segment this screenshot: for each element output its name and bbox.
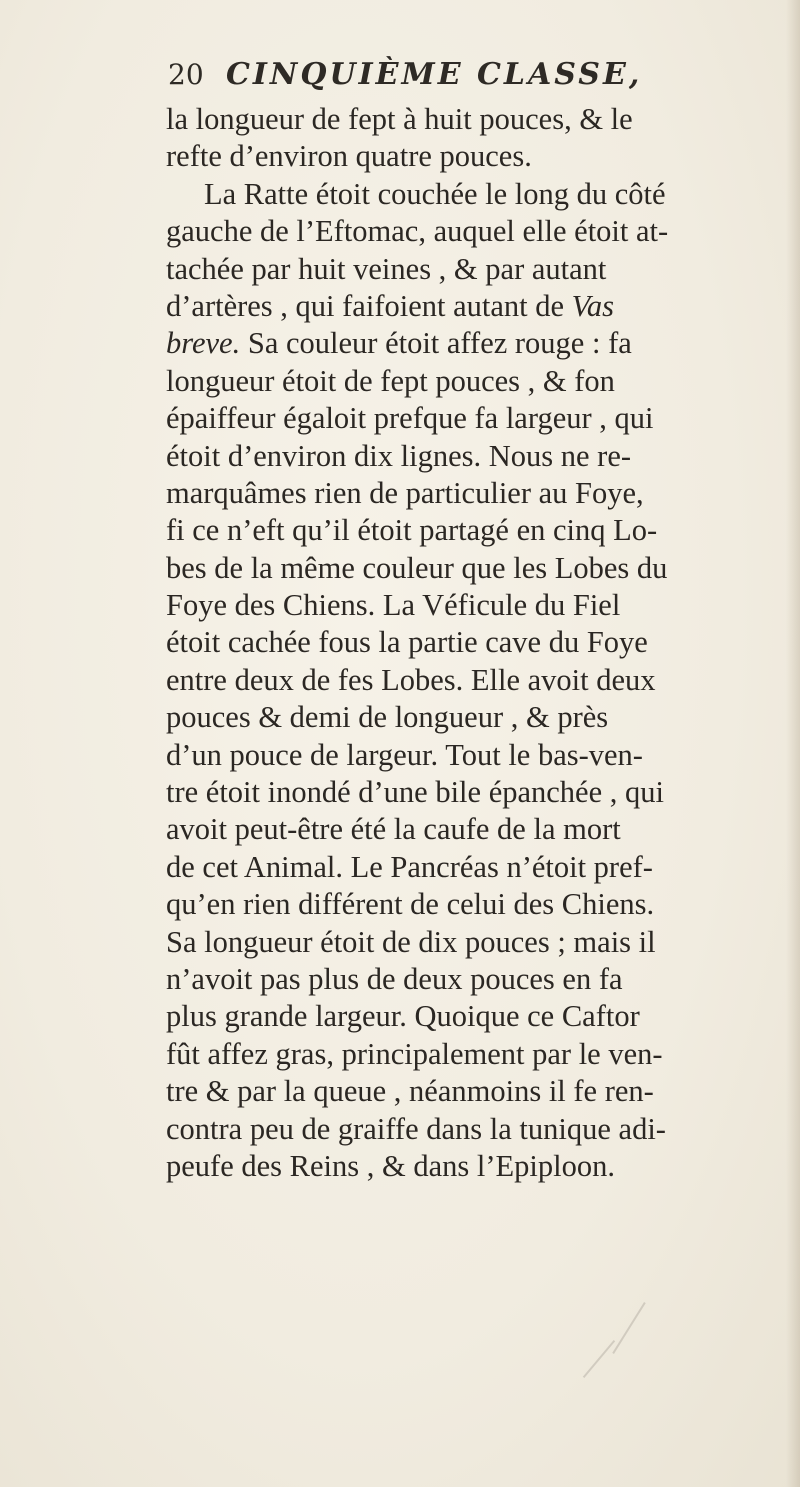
text-line: épaiffeur égaloit prefque fa largeur , qui	[166, 401, 654, 436]
text-line: longueur étoit de fept pouces , & fon	[166, 363, 615, 398]
text-line: pouces & demi de longueur , & près	[166, 700, 609, 735]
text-line: Sa longueur étoit de dix pouces ; mais il	[166, 924, 656, 959]
ink-mark	[583, 1340, 615, 1378]
running-head: CINQUIÈME CLASSE,	[226, 57, 643, 92]
text-line: Foye des Chiens. La Véficule du Fiel	[166, 588, 621, 623]
text-line: tre & par la queue , néanmoins il fe ren-	[166, 1074, 654, 1109]
text-line: plus grande largeur. Quoique ce Caftor	[166, 999, 640, 1034]
page-edge-shadow	[786, 0, 800, 1487]
text-line: peufe des Reins , & dans l’Epiploon.	[166, 1148, 615, 1183]
page-number: 20	[168, 58, 204, 91]
text-line: fût affez gras, principalement par le ven-	[166, 1036, 663, 1071]
body-text	[166, 101, 756, 1185]
text-line: bes de la même couleur que les Lobes du	[166, 550, 668, 585]
text-line: gauche de l’Eftomac, auquel elle étoit at-	[166, 214, 669, 249]
paragraph-start-line: La Ratte étoit couchée le long du côté	[204, 176, 666, 211]
text-line: refte d’environ quatre pouces.	[166, 139, 532, 174]
text-segment: Sa couleur étoit affez rouge : fa	[247, 326, 632, 361]
text-line	[166, 288, 756, 325]
text-line: entre deux de fes Lobes. Elle avoit deux	[166, 662, 656, 697]
text-line: avoit peut-être été la caufe de la mort	[166, 812, 621, 847]
text-line: étoit cachée fous la partie cave du Foye	[166, 625, 648, 660]
text-line: fi ce n’eft qu’il étoit partagé en cinq Lo-	[166, 513, 658, 548]
text-segment: d’artères , qui faifoient autant de	[166, 288, 565, 323]
text-line: marquâmes rien de particulier au Foye,	[166, 475, 644, 510]
text-line	[166, 325, 756, 362]
text-line: d’un pouce de largeur. Tout le bas-ven-	[166, 737, 643, 772]
latin-term: breve.	[166, 326, 241, 361]
page-header	[168, 55, 728, 101]
text-line: étoit d’environ dix lignes. Nous ne re-	[166, 438, 632, 473]
text-line: contra peu de graiffe dans la tunique adi-	[166, 1111, 666, 1146]
text-line: de cet Animal. Le Pancréas n’étoit pref-	[166, 849, 653, 884]
text-line: tre étoit inondé d’une bile épanchée , qui	[166, 775, 664, 810]
latin-term: Vas	[571, 288, 615, 323]
text-line: qu’en rien différent de celui des Chiens.	[166, 887, 655, 922]
text-line: tachée par huit veines , & par autant	[166, 251, 607, 286]
text-line: la longueur de fept à huit pouces, & le	[166, 102, 633, 136]
ink-mark	[612, 1302, 645, 1354]
text-line: n’avoit pas plus de deux pouces en fa	[166, 961, 623, 996]
